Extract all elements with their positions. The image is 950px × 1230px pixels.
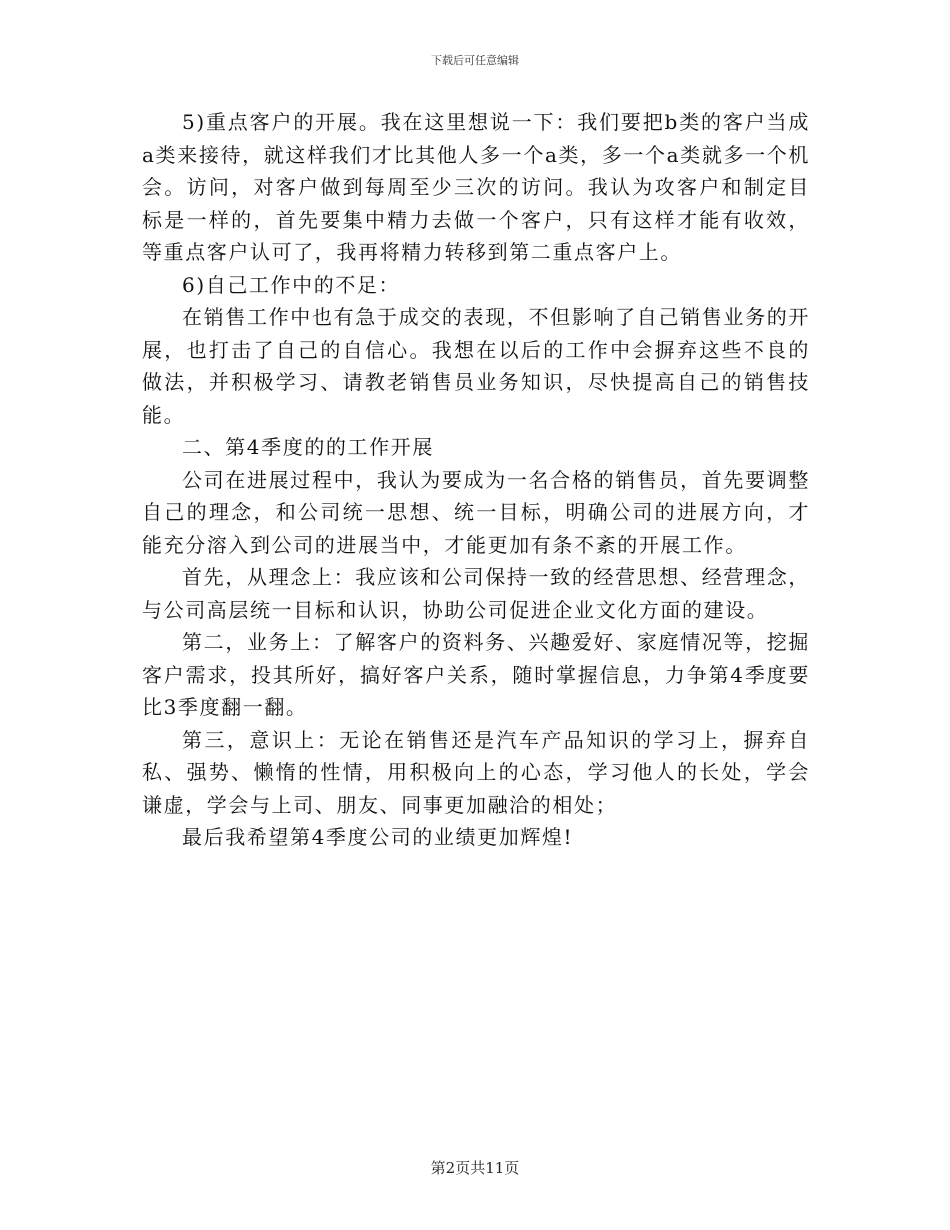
paragraph-awareness: 第三，意识上：无论在销售还是汽车产品知识的学习上，摒弃自私、强势、懒惰的性情，用积极向上的心态，学习他人的长处，学会谦虚，学会与上司、朋友、同事更加融洽的相处； — [142, 727, 810, 817]
paragraph-key-clients: 5)重点客户的开展。我在这里想说一下：我们要把b类的客户当成a类来接待，就这样我们才比其他人多一个a类，多一个a类就多一个机会。访问，对客户做到每周至少三次的访问。我认为攻客户和制定目标是一样的，首先要集中精力去做一个客户，只有这样才能有收效，等重点客户认可了，我再将精力转移到第二重点客户上。 — [142, 110, 810, 264]
paragraph-company-development: 公司在进展过程中，我认为要成为一名合格的销售员，首先要调整自己的理念，和公司统一思想、统一目标，明确公司的进展方向，才能充分溶入到公司的进展当中，才能更加有条不紊的开展工作。 — [142, 467, 810, 557]
page-header-note: 下载后可任意编辑 — [431, 54, 519, 67]
paragraph-shortcomings-heading: 6)自己工作中的不足： — [182, 272, 401, 297]
paragraph-closing: 最后我希望第4季度公司的业绩更加辉煌! — [182, 825, 574, 849]
paragraph-philosophy: 首先，从理念上：我应该和公司保持一致的经营思想、经营理念，与公司高层统一目标和认识，协助公司促进企业文化方面的建设。 — [142, 565, 810, 622]
paragraph-shortcomings: 在销售工作中也有急于成交的表现，不但影响了自己销售业务的开展，也打击了自己的自信心。我想在以后的工作中会摒弃这些不良的做法，并积极学习、请教老销售员业务知识，尽快提高自己的销售技能。 — [142, 305, 810, 427]
document-body — [142, 106, 810, 854]
paragraph-business: 第二，业务上：了解客户的资料务、兴趣爱好、家庭情况等，挖掘客户需求，投其所好，搞好客户关系，随时掌握信息，力争第4季度要比3季度翻一翻。 — [142, 630, 810, 719]
page-number-footer: 第2页共11页 — [430, 1159, 520, 1177]
section-heading-q4-plan: 二、第4季度的的工作开展 — [182, 435, 434, 459]
